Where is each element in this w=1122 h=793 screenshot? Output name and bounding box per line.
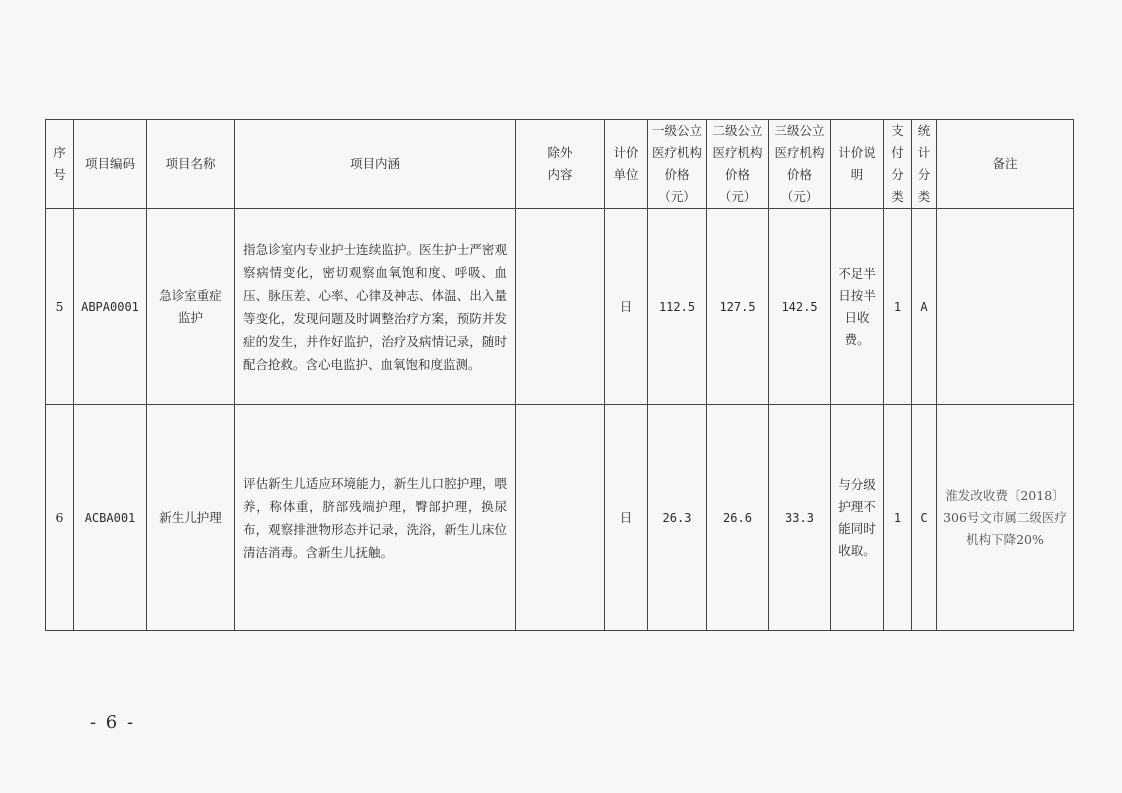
header-content: 项目内涵	[235, 120, 516, 209]
cell-stat-category: A	[912, 209, 937, 405]
cell-price-level2: 26.6	[707, 405, 769, 631]
cell-name: 新生儿护理	[147, 405, 235, 631]
medical-fee-table	[45, 119, 1074, 631]
cell-content: 评估新生儿适应环境能力，新生儿口腔护理，喂养，称体重，脐部残端护理，臀部护理，换尿布，观察排泄物形态并记录，洗浴，新生儿床位清洁消毒。含新生儿抚触。	[235, 405, 516, 631]
cell-seq: 5	[46, 209, 74, 405]
cell-price-level1: 26.3	[648, 405, 707, 631]
cell-name: 急诊室重症监护	[147, 209, 235, 405]
header-exclusions: 除外内容	[516, 120, 605, 209]
header-payment-category: 支付分类	[884, 120, 912, 209]
header-seq: 序号	[46, 120, 74, 209]
header-code: 项目编码	[74, 120, 147, 209]
cell-price-level2: 127.5	[707, 209, 769, 405]
cell-stat-category: C	[912, 405, 937, 631]
cell-price-level1: 112.5	[648, 209, 707, 405]
cell-exclusions	[516, 405, 605, 631]
header-unit: 计价单位	[605, 120, 648, 209]
page-number: - 6 -	[90, 712, 136, 733]
cell-unit: 日	[605, 405, 648, 631]
table-row	[46, 405, 1074, 631]
header-remarks: 备注	[937, 120, 1074, 209]
cell-unit: 日	[605, 209, 648, 405]
header-price-level3: 三级公立医疗机构价格（元）	[769, 120, 831, 209]
cell-remarks	[937, 209, 1074, 405]
header-pricing-note: 计价说明	[831, 120, 884, 209]
cell-content: 指急诊室内专业护士连续监护。医生护士严密观察病情变化，密切观察血氧饱和度、呼吸、血压、脉压差、心率、心律及神志、体温、出入量等变化，发现问题及时调整治疗方案，预防并发症的发生，并作好监护，治疗及病情记录，随时配合抢救。含心电监护、血氧饱和度监测。	[235, 209, 516, 405]
cell-pricing-note: 与分级护理不能同时收取。	[831, 405, 884, 631]
cell-seq: 6	[46, 405, 74, 631]
cell-price-level3: 142.5	[769, 209, 831, 405]
table-header-row	[46, 120, 1074, 209]
table-row	[46, 209, 1074, 405]
header-price-level2: 二级公立医疗机构价格（元）	[707, 120, 769, 209]
cell-price-level3: 33.3	[769, 405, 831, 631]
cell-code: ACBA001	[74, 405, 147, 631]
cell-pricing-note: 不足半日按半日收费。	[831, 209, 884, 405]
cell-code: ABPA0001	[74, 209, 147, 405]
header-stat-category: 统计分类	[912, 120, 937, 209]
cell-exclusions	[516, 209, 605, 405]
cell-payment-category: 1	[884, 405, 912, 631]
header-name: 项目名称	[147, 120, 235, 209]
header-price-level1: 一级公立医疗机构价格（元）	[648, 120, 707, 209]
cell-remarks: 淮发改收费〔2018〕306号文市属二级医疗机构下降20%	[937, 405, 1074, 631]
cell-payment-category: 1	[884, 209, 912, 405]
